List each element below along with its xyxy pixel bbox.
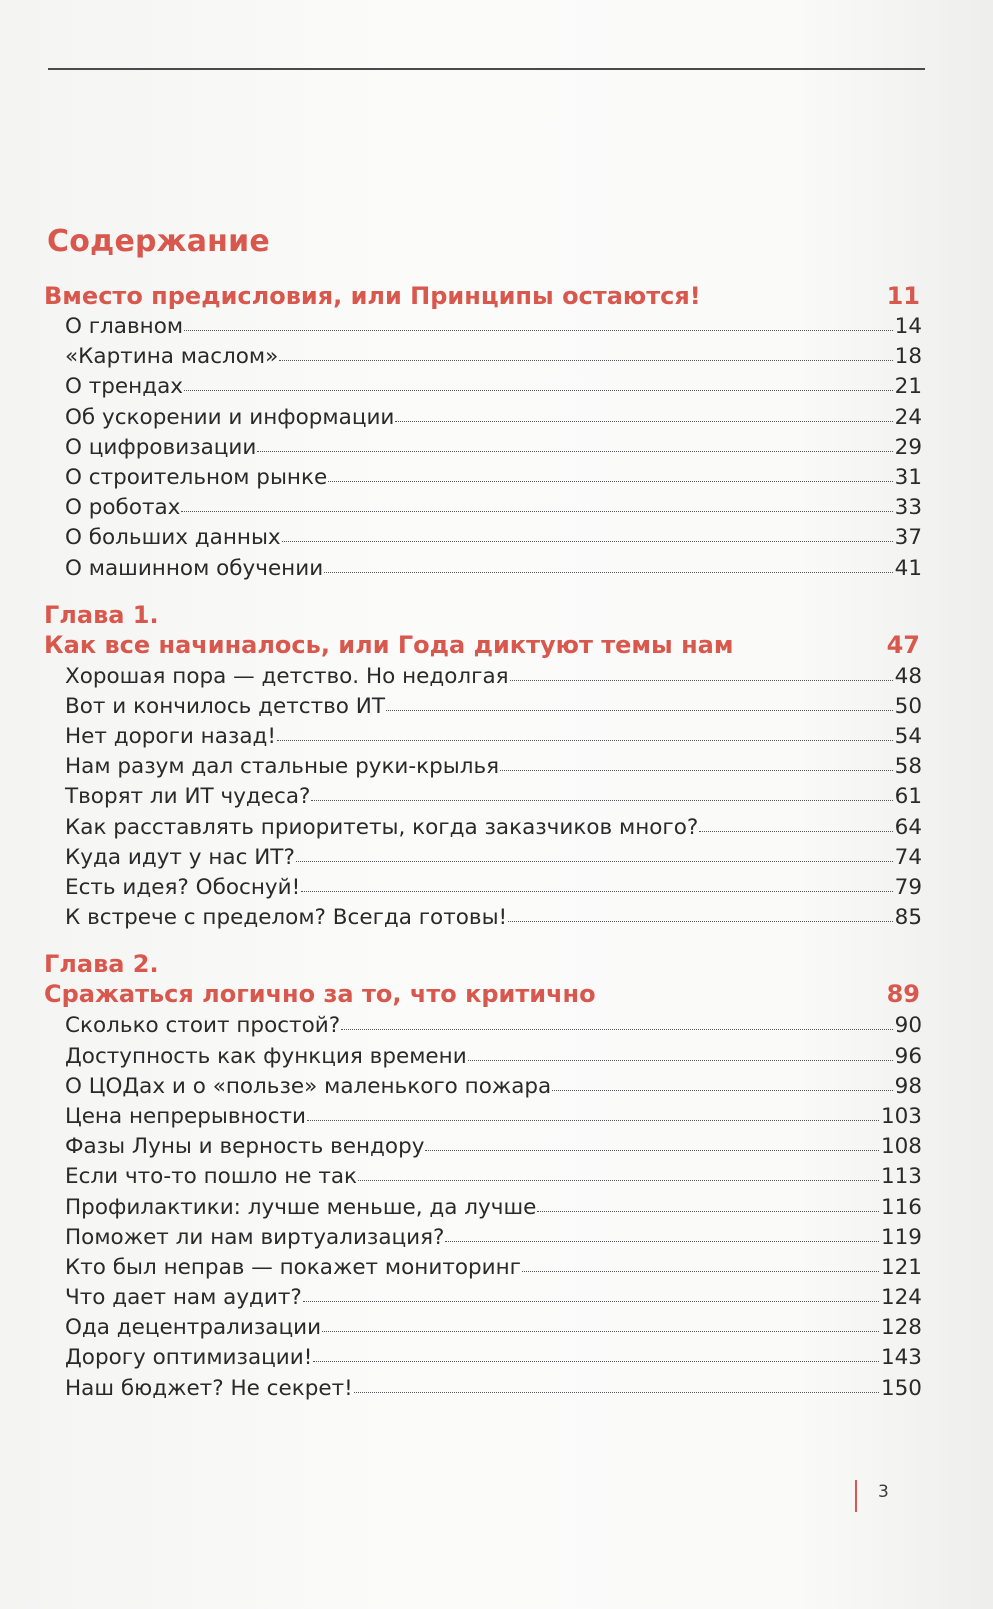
dot-leader xyxy=(508,921,892,922)
toc-entry[interactable] xyxy=(44,1132,924,1162)
entry-page: 31 xyxy=(894,464,922,490)
toc-entry[interactable] xyxy=(44,782,924,812)
entry-title: Куда идут у нас ИТ? xyxy=(65,844,295,870)
entry-title: Об ускорении и информации xyxy=(65,404,395,430)
entry-title: К встрече с пределом? Всегда готовы! xyxy=(65,905,508,931)
entry-page: 128 xyxy=(880,1315,922,1341)
dot-leader xyxy=(358,1180,879,1181)
entry-title: Если что-то пошло не так xyxy=(65,1164,358,1190)
chapter1-label: Глава 1. xyxy=(44,600,159,629)
toc-entry[interactable] xyxy=(44,403,924,433)
entry-page: 41 xyxy=(894,555,922,581)
toc-entry[interactable] xyxy=(44,1313,924,1343)
table-of-contents xyxy=(44,282,924,1404)
dot-leader xyxy=(699,831,892,832)
dot-leader xyxy=(184,330,893,331)
entry-page: 116 xyxy=(880,1194,922,1220)
entry-page: 113 xyxy=(880,1164,922,1190)
toc-entry[interactable] xyxy=(44,1253,924,1283)
chapter2-title: Сражаться логично за то, что критично xyxy=(44,980,596,1009)
intro-page: 11 xyxy=(886,282,920,310)
toc-entry[interactable] xyxy=(44,1162,924,1192)
dot-leader xyxy=(313,1361,879,1362)
entry-title: О строительном рынке xyxy=(65,464,328,490)
toc-entry[interactable] xyxy=(44,692,924,722)
dot-leader xyxy=(184,390,893,391)
toc-entry[interactable] xyxy=(44,1193,924,1223)
toc-entry[interactable] xyxy=(44,312,924,342)
entry-page: 98 xyxy=(894,1073,922,1099)
intro-heading[interactable] xyxy=(44,282,924,312)
entry-page: 143 xyxy=(880,1345,922,1371)
entry-title: Профилактики: лучше меньше, да лучше xyxy=(65,1194,537,1220)
chapter1-entries xyxy=(44,662,924,934)
entry-page: 37 xyxy=(894,525,922,551)
entry-title: Ода децентрализации xyxy=(65,1315,322,1341)
entry-title: «Картина маслом» xyxy=(65,344,279,370)
entry-page: 108 xyxy=(880,1134,922,1160)
top-rule xyxy=(48,68,925,70)
entry-title: Нам разум дал стальные руки-крылья xyxy=(65,754,500,780)
toc-entry[interactable] xyxy=(44,813,924,843)
toc-entry[interactable] xyxy=(44,1072,924,1102)
entry-page: 90 xyxy=(894,1013,922,1039)
entry-title: О больших данных xyxy=(65,525,281,551)
toc-entry[interactable] xyxy=(44,1102,924,1132)
entry-title: Кто был неправ — покажет мониторинг xyxy=(65,1254,521,1280)
entry-title: О цифровизации xyxy=(65,434,257,460)
dot-leader xyxy=(328,481,892,482)
chapter1-heading[interactable] xyxy=(44,628,924,662)
entry-title: Дорогу оптимизации! xyxy=(65,1345,313,1371)
dot-leader xyxy=(279,360,892,361)
entry-page: 29 xyxy=(894,434,922,460)
entry-page: 96 xyxy=(894,1043,922,1069)
dot-leader xyxy=(552,1090,892,1091)
entry-page: 21 xyxy=(894,374,922,400)
dot-leader xyxy=(386,710,893,711)
chapter2-page: 89 xyxy=(886,980,920,1009)
entry-page: 124 xyxy=(880,1285,922,1311)
entry-page: 54 xyxy=(894,724,922,750)
toc-entry[interactable] xyxy=(44,493,924,523)
toc-entry[interactable] xyxy=(44,1374,924,1404)
toc-entry[interactable] xyxy=(44,554,924,584)
entry-title: Наш бюджет? Не секрет! xyxy=(65,1375,353,1401)
toc-entry[interactable] xyxy=(44,752,924,782)
dot-leader xyxy=(301,891,892,892)
entry-page: 64 xyxy=(894,814,922,840)
toc-entry[interactable] xyxy=(44,903,924,933)
dot-leader xyxy=(537,1211,879,1212)
entry-title: Творят ли ИТ чудеса? xyxy=(65,784,311,810)
entry-title: Фазы Луны и верность вендору xyxy=(65,1134,425,1160)
entry-title: О главном xyxy=(65,314,184,339)
footer-accent-bar xyxy=(855,1480,857,1512)
entry-page: 18 xyxy=(894,344,922,370)
toc-entry[interactable] xyxy=(44,433,924,463)
dot-leader xyxy=(322,1331,879,1332)
dot-leader xyxy=(303,1301,879,1302)
dot-leader xyxy=(324,572,892,573)
section-gap xyxy=(44,933,924,943)
chapter1-page: 47 xyxy=(886,630,920,659)
entry-title: Доступность как функция времени xyxy=(65,1043,467,1069)
chapter2-entries xyxy=(44,1011,924,1403)
entry-page: 121 xyxy=(880,1254,922,1280)
entry-page: 61 xyxy=(894,784,922,810)
dot-leader xyxy=(181,511,892,512)
entry-title: О ЦОДах и о «пользе» маленького пожара xyxy=(65,1073,552,1099)
toc-entry[interactable] xyxy=(44,722,924,752)
toc-entry[interactable] xyxy=(44,843,924,873)
entry-title: Сколько стоит простой? xyxy=(65,1013,341,1039)
toc-entry[interactable] xyxy=(44,523,924,553)
chapter2-heading[interactable] xyxy=(44,977,924,1011)
page-number: 3 xyxy=(878,1482,889,1502)
toc-entry[interactable] xyxy=(44,1011,924,1041)
toc-entry[interactable] xyxy=(44,372,924,402)
dot-leader xyxy=(510,680,893,681)
intro-title: Вместо предисловия, или Принципы остаются! xyxy=(44,282,701,310)
toc-entry[interactable] xyxy=(44,1343,924,1373)
dot-leader xyxy=(296,861,893,862)
dot-leader xyxy=(468,1060,893,1061)
intro-entries xyxy=(44,312,924,584)
entry-title: Нет дороги назад! xyxy=(65,724,277,750)
entry-title: О роботах xyxy=(65,495,181,521)
entry-page: 74 xyxy=(894,844,922,870)
chapter2-label: Глава 2. xyxy=(44,950,159,979)
entry-page: 58 xyxy=(894,754,922,780)
entry-page: 150 xyxy=(880,1375,922,1401)
entry-title: Цена непрерывности xyxy=(65,1103,307,1129)
entry-title: Что дает нам аудит? xyxy=(65,1285,302,1311)
dot-leader xyxy=(282,541,893,542)
toc-entry[interactable] xyxy=(44,873,924,903)
entry-page: 79 xyxy=(894,875,922,900)
entry-page: 103 xyxy=(880,1103,922,1129)
toc-entry[interactable] xyxy=(44,342,924,372)
entry-title: Есть идея? Обоснуй! xyxy=(65,875,301,900)
entry-page: 119 xyxy=(880,1224,922,1250)
dot-leader xyxy=(425,1150,879,1151)
toc-title: Содержание xyxy=(47,224,270,259)
dot-leader xyxy=(354,1392,879,1393)
entry-title: О машинном обучении xyxy=(65,555,324,581)
dot-leader xyxy=(395,421,892,422)
entry-page: 50 xyxy=(894,693,922,719)
entry-page: 33 xyxy=(894,495,922,521)
entry-title: Вот и кончилось детство ИТ xyxy=(65,693,386,719)
entry-title: Хорошая пора — детство. Но недолгая xyxy=(65,663,509,689)
dot-leader xyxy=(311,800,892,801)
dot-leader xyxy=(445,1241,878,1242)
entry-page: 24 xyxy=(894,404,922,430)
entry-title: Как расставлять приоритеты, когда заказчиков много? xyxy=(65,814,699,840)
toc-entry[interactable] xyxy=(44,463,924,493)
dot-leader xyxy=(500,770,893,771)
dot-leader xyxy=(307,1120,879,1121)
dot-leader xyxy=(257,451,892,452)
toc-entry[interactable] xyxy=(44,1042,924,1072)
toc-entry[interactable] xyxy=(44,662,924,692)
entry-page: 48 xyxy=(894,663,922,689)
toc-entry[interactable] xyxy=(44,1283,924,1313)
toc-entry[interactable] xyxy=(44,1223,924,1253)
entry-title: О трендах xyxy=(65,374,183,400)
entry-page: 85 xyxy=(894,905,922,931)
section-gap xyxy=(44,584,924,594)
dot-leader xyxy=(277,740,893,741)
dot-leader xyxy=(522,1271,879,1272)
chapter1-title: Как все начиналось, или Года диктуют темы нам xyxy=(44,630,734,659)
entry-title: Поможет ли нам виртуализация? xyxy=(65,1224,445,1250)
entry-page: 14 xyxy=(894,314,922,339)
dot-leader xyxy=(341,1029,893,1030)
